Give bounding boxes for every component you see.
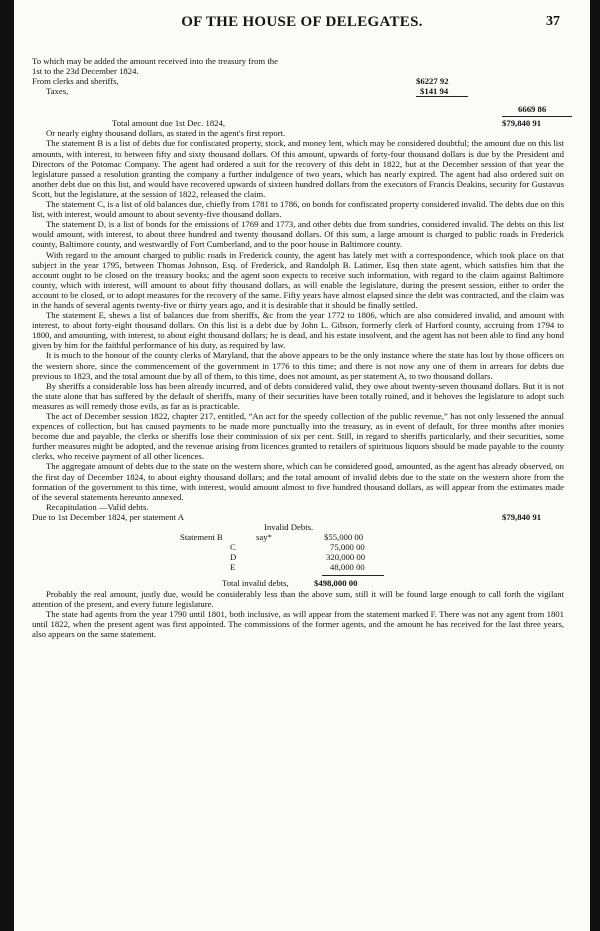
page-title: OF THE HOUSE OF DELEGATES.: [181, 14, 423, 30]
subtotal-row: [32, 96, 564, 116]
statement-amount: 320,000 00: [326, 552, 366, 563]
recap-heading-row: [32, 502, 564, 512]
document-page: [14, 0, 590, 931]
clerks-label: From clerks and sheriffs,: [32, 76, 119, 87]
clerks-amount: $6227 92: [416, 76, 449, 87]
statement-amount: 75,000 00: [330, 542, 365, 553]
subtotal-amount: 6669 86: [518, 104, 547, 115]
statement-amount: $55,000 00: [324, 532, 364, 543]
paragraph: The statement D, is a list of bonds for the emissions of 1769 and 1773, and other debts due from sundries, considered invalid. The debts on this list would amount, with interest, to about three hundred and twenty thousand dollars. Of this sum, a large amount is charged to public roads in Frederick county, Baltimore county, and westwardly of Fort Cumberland, and to the poor house in Baltimore county.: [32, 219, 564, 250]
invalid-total-label: Total invalid debts,: [222, 577, 289, 588]
taxes-label: Taxes,: [46, 86, 69, 97]
invalid-total-rule: [322, 575, 384, 576]
paragraph: The statement E, shews a list of balances due from sheriffs, &c from the year 1772 to 1806, which are also considered invalid, and amount with interest, to about forty-eight thousand dollars. On this list is a debt due by John L. Gibson, formerly clerk of Harford county, accruing from 1794 to 1800, and amounting, with interest, to about eight thousand dollars; he is dead, and his estate insolvent, and the agent has not been able to find any bond given by him for the faithful performance of his duty, as required by law.: [32, 310, 564, 351]
page-number: 37: [546, 14, 560, 29]
taxes-row: [32, 86, 564, 96]
statement-row: [32, 542, 564, 552]
paragraph: The state had agents from the year 1790 until 1801, both inclusive, as will appear from the statement marked F. There was not any agent from 1801 until 1822, when the present agent was first appointed. The commissions of the former agents, and the amount he has received for the last three years, also appears on the same statement.: [32, 608, 564, 639]
scan-edge-left: [0, 0, 14, 931]
say-label: say*: [256, 532, 272, 543]
paragraph: The statement C, is a list of old balances due, chiefly from 1781 to 1786, on bonds for confiscated property considered invalid. The debts due on this list, with interest, would amount to about seventy-five thousand dollars.: [32, 199, 564, 220]
invalid-total-row: [32, 573, 564, 589]
invalid-heading: Invalid Debts.: [264, 522, 314, 533]
total-amount: $79,840 91: [502, 118, 542, 129]
paragraph: The aggregate amount of debts due to the state on the western shore, which can be considered good, amounted, as the agent has already observed, on the first day of December 1824, to about eighty thousand dollars; and the total amount of invalid debts due to the state on the western shore from the formation of the government to this time, with interest, would amount almost to five hundred thousand dollars, as will appear from the estimates made of the several statements hereunto annexed.: [32, 461, 564, 502]
paragraph: The statement B is a list of debts due for confiscated property, stock, and money lent, which may be considered doubtful; the amount due on this list amounts, with interest, to between fifty and sixty thousand dollars. Of this amount, upwards of forty-four thousand dollars is due by the President and Directors of the Potomac Company. The agent had ordered a suit for the recovery of this debt in 1822, but at the December session of that year the legislature passed a resolution granting the company a further indulgence of two years, which has nearly expired. The agent had also ordered suit on another debt due on this list, and would have recovered upwards of sixteen hundred dollars from the executors of Francis Deakins, security for Gustavus Scott, but the legislature, at the session of 1822, released the claim.: [32, 138, 564, 199]
subtotal-rule: [416, 96, 468, 97]
statement-amount: 48,000 00: [330, 562, 365, 573]
statement-letter: C: [230, 542, 236, 553]
paragraph: With regard to the amount charged to public roads in Frederick county, the agent has lately met with a correspondence, which took place on that subject in the year 1795, between Thomas Johnson, Esq. of Frederick, and Randolph B. Latimer, Esq then state agent, which satisfies him that the account ought to be closed on the treasury books; and the agent soon expects to receive such information, with regard to the claim against Baltimore county, which with interest, will amount to about fifty thousand dollars, as will enable the legislature, during the present session, either to order the account to be closed, or to adopt measures for the recovery of the same. Fifty years have almost elapsed since the debt was contracted, and the claim was in the hands of several agents twenty-five or thirty years ago, and it is desirable that it should be finally settled.: [32, 249, 564, 310]
paragraph: Probably the real amount, justly due, would be considerably less than the above sum, still it will be found large enough to call forth the vigilant attention of the present, and every future legislature.: [32, 588, 564, 609]
total-row: [32, 116, 564, 128]
taxes-amount: $141 94: [420, 86, 449, 97]
scan-edge-right: [590, 0, 600, 931]
statement-letter: D: [230, 552, 237, 563]
paragraph: By sheriffs a considerable loss has been already incurred, and of debts considered valid, they owe about twenty-seven thousand dollars. But it is not the state alone that has suffered by the default of sheriffs, many of their securities have been totally ruined, and it behoves the legislature to adopt such measures as will remedy those evils, as far as is practicable.: [32, 380, 564, 411]
clerks-row: [32, 76, 564, 86]
invalid-total-amount: $498,000 00: [314, 577, 358, 588]
statement-row: [32, 532, 564, 542]
recap-due-label: Due to 1st December 1824, per statement A: [32, 511, 184, 522]
paragraph: The act of December session 1822, chapter 217, entitled, “An act for the speedy collection of the public revenue,” has not only lessened the annual expences of collection, but has caused payments to be made more punctually into the treasury, as in event of default, for three months after monies become due and payable, the clerks or sheriffs lose their commission of six per cent. Still, in regard to sheriffs particularly, and their securities, some further measures might be adopted, and the revenue arising from licences granted to retailers of spirituous liquors should be made payable to the county clerks, who receive payment of all other licences.: [32, 411, 564, 462]
intro-line-2: 1st to the 23d December 1824.: [32, 66, 139, 77]
total-rule: [502, 116, 572, 117]
paragraph: It is much to the honour of the county clerks of Maryland, that the above appears to be the only instance where the state has lost by those officers on the western shore, since the commencement of the government in 1776 to this time; and there is not now any one of them in arrears for debts due previous to 1823, and the total amount due by all of them, to this time, does not amount, as per statement A, to two thousand dollars.: [32, 350, 564, 381]
recap-due-amount: $79,840 91: [502, 511, 542, 522]
intro-line-1: To which may be added the amount received into the treasury from the: [32, 56, 278, 66]
recap-heading: Recapitulation —Valid debts.: [46, 501, 149, 512]
paragraph: Or nearly eighty thousand dollars, as stated in the agent's first report.: [46, 128, 286, 139]
statement-letter: E: [230, 562, 236, 573]
document-body: [32, 56, 564, 639]
statement-row: [32, 552, 564, 562]
total-label: Total amount due 1st Dec. 1824,: [112, 118, 226, 129]
statement-label: Statement B: [180, 532, 223, 543]
running-header: [14, 14, 590, 40]
recap-due-row: [32, 512, 564, 522]
statement-row: [32, 562, 564, 572]
invalid-heading-row: [32, 522, 564, 532]
